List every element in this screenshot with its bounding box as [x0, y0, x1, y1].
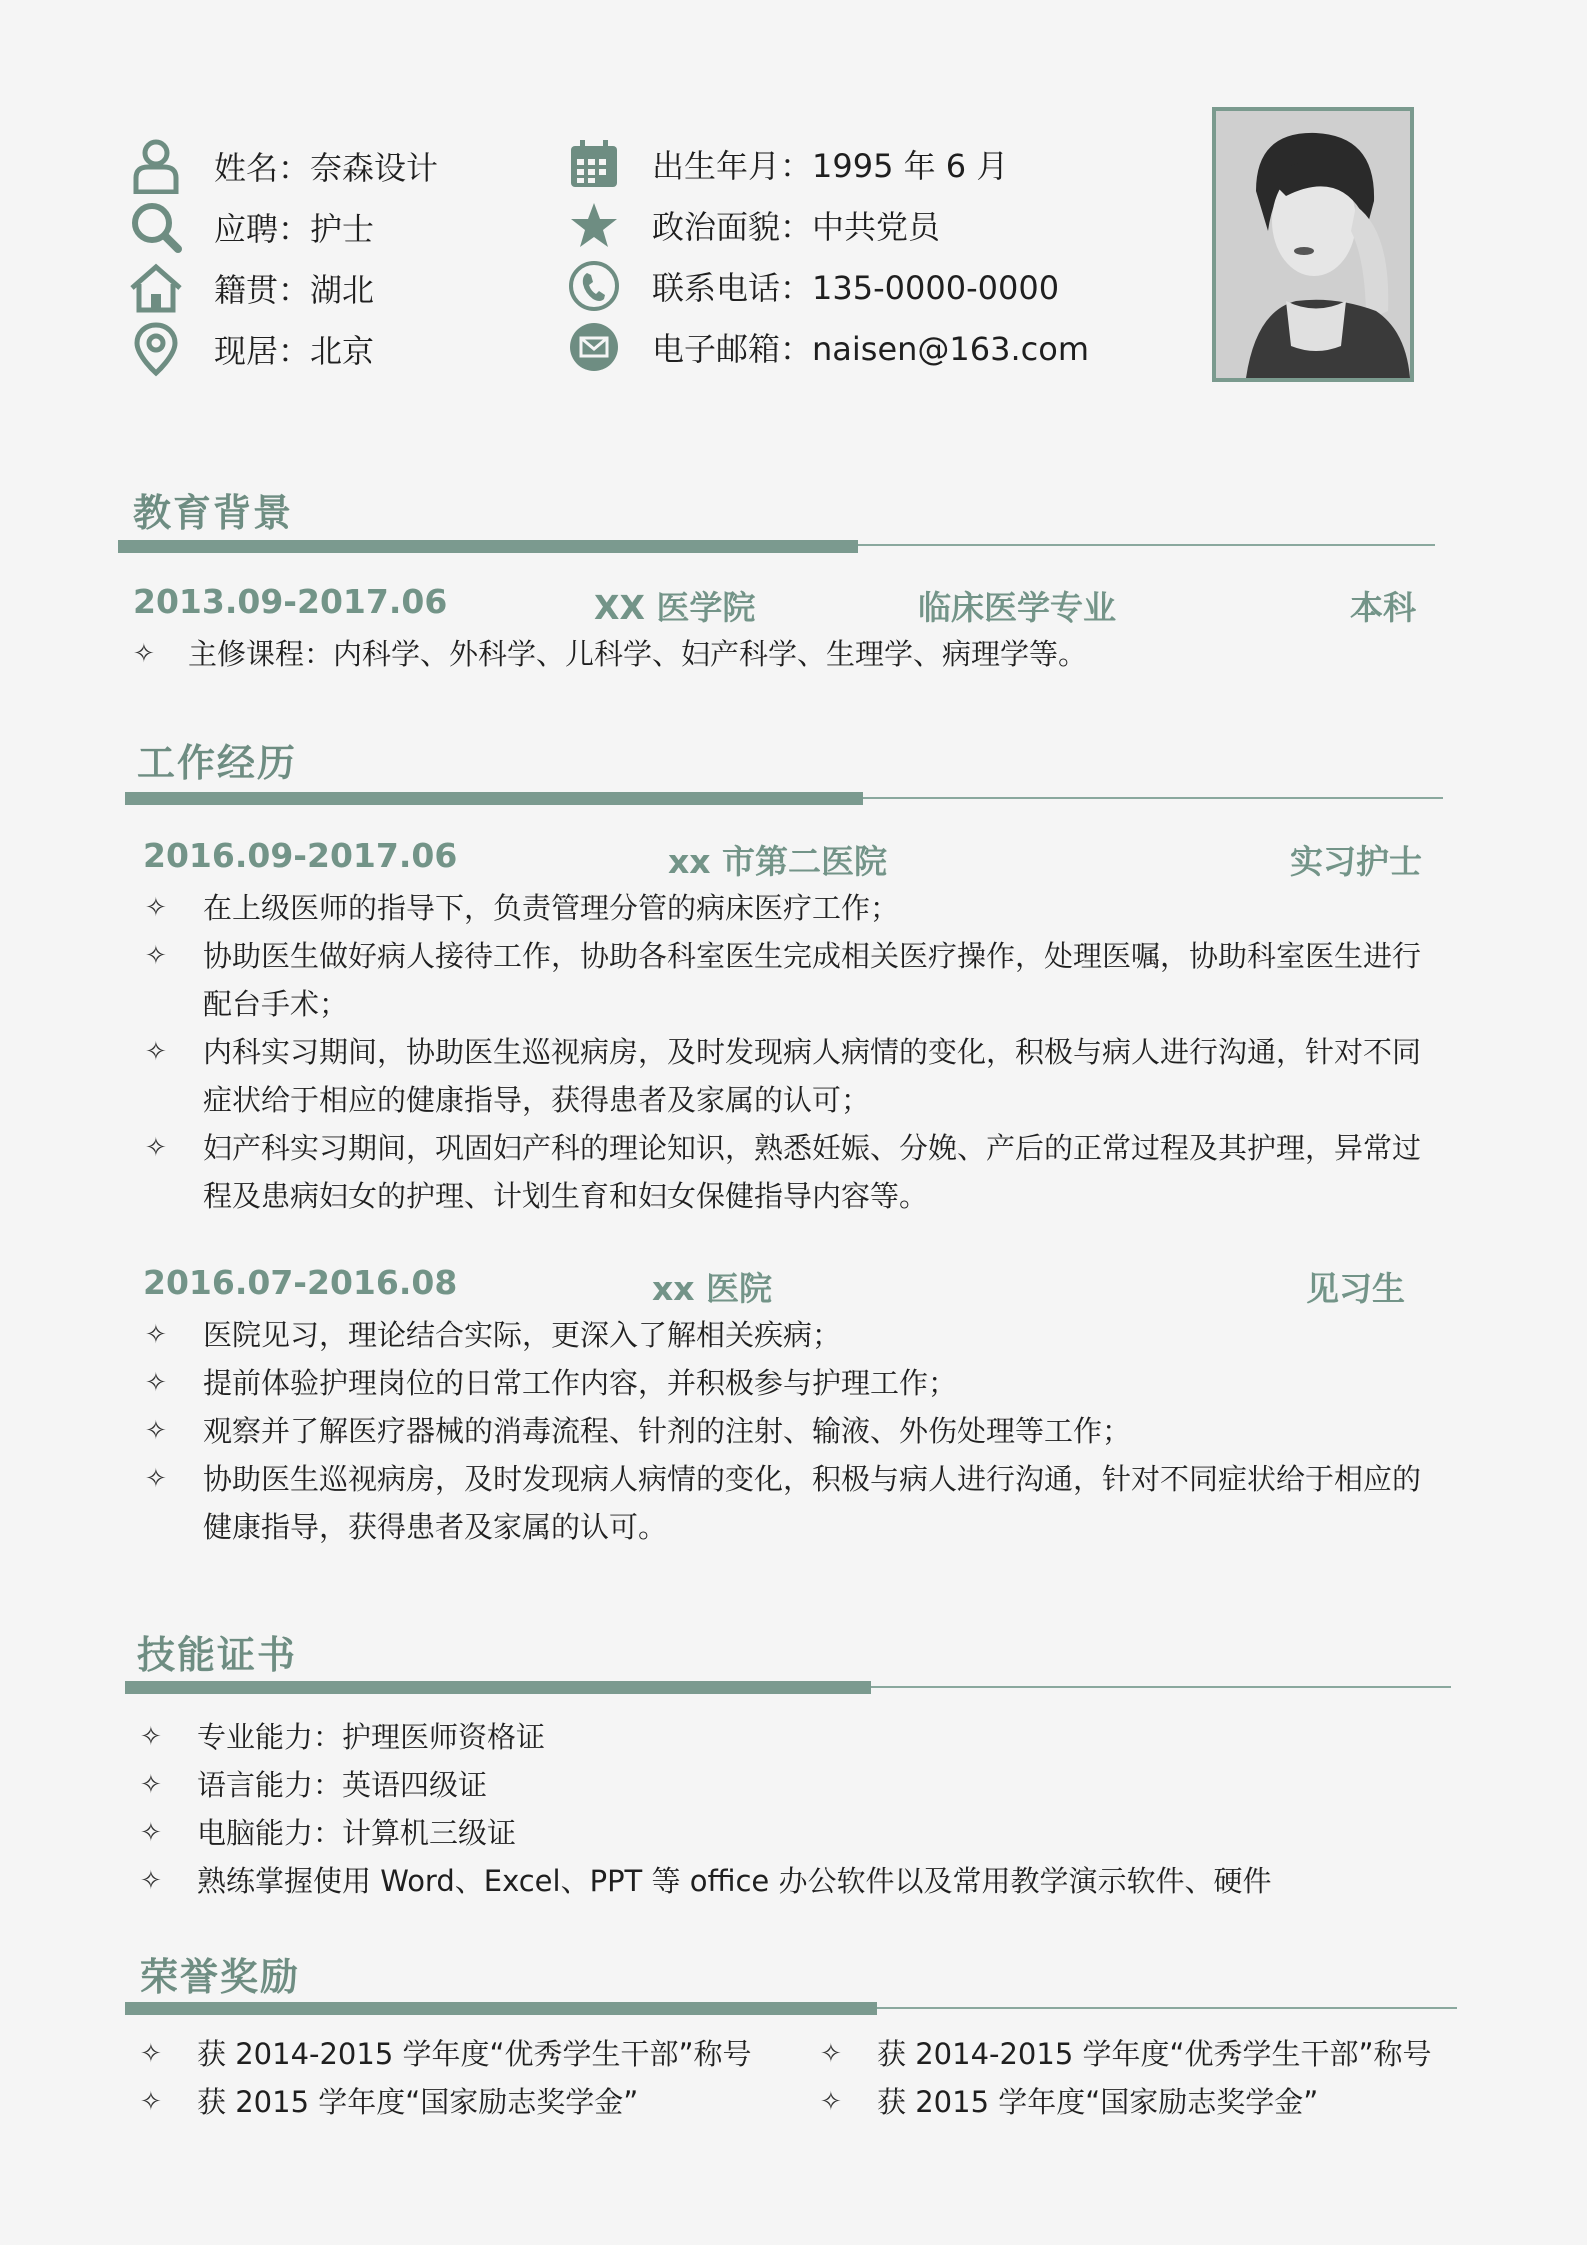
sparkle-bullet-icon: ✧	[145, 1133, 167, 1163]
info-name	[128, 136, 438, 196]
award-item	[140, 2078, 780, 2126]
politics-text: 政治面貌：中共党员	[652, 208, 941, 246]
calendar-icon	[566, 136, 622, 192]
star-icon	[566, 197, 622, 253]
skill-text: 专业能力：护理医师资格证	[197, 1720, 546, 1754]
bullet-text: 提前体验护理岗位的日常工作内容，并积极参与护理工作；	[203, 1366, 958, 1400]
mail-icon	[566, 319, 622, 375]
email-text: 电子邮箱：naisen@163.com	[652, 330, 1090, 368]
sparkle-bullet-icon: ✧	[820, 2087, 842, 2117]
native-text: 籍贯：湖北	[214, 271, 375, 309]
bullet-text: 健康指导，获得患者及家属的认可。	[203, 1510, 668, 1544]
portrait-image	[1216, 111, 1410, 378]
info-birth	[566, 134, 1008, 194]
education-date: 2013.09-2017.06	[133, 582, 448, 621]
sparkle-bullet-icon: ✧	[140, 1866, 162, 1896]
name-text: 姓名：奈森设计	[214, 149, 439, 187]
bullet-item	[145, 884, 1445, 932]
skill-text: 熟练掌握使用 Word、Excel、PPT 等 office 办公软件以及常用教学演示软件、硬件	[197, 1864, 1272, 1898]
job-date: 2016.07-2016.08	[143, 1263, 458, 1302]
info-politics	[566, 195, 940, 255]
bullet-item	[145, 1407, 1445, 1455]
awards-title: 荣誉奖励	[140, 1955, 301, 1999]
education-divider-thick	[118, 540, 858, 553]
award-text: 获 2014-2015 学年度“优秀学生干部”称号	[877, 2037, 1432, 2071]
bullet-item	[145, 1028, 1445, 1124]
award-text: 获 2015 学年度“国家励志奖学金”	[877, 2085, 1319, 2119]
job-role: 见习生	[1306, 1269, 1405, 1308]
birth-text: 出生年月：1995 年 6 月	[652, 147, 1009, 185]
education-title: 教育背景	[133, 491, 294, 535]
sparkle-bullet-icon: ✧	[145, 1416, 167, 1446]
bullet-item	[145, 1124, 1445, 1220]
job-org: xx 市第二医院	[668, 842, 888, 881]
education-school: XX 医学院	[594, 588, 756, 627]
award-item	[820, 2030, 1460, 2078]
bullet-item	[145, 1359, 1445, 1407]
search-icon	[128, 199, 184, 255]
awards-divider-thick	[125, 2002, 877, 2015]
sparkle-bullet-icon: ✧	[145, 1464, 167, 1494]
education-degree: 本科	[1350, 588, 1416, 627]
sparkle-bullet-icon: ✧	[145, 941, 167, 971]
sparkle-bullet-icon: ✧	[140, 1770, 162, 1800]
sparkle-bullet-icon: ✧	[145, 893, 167, 923]
position-text: 应聘：护士	[214, 210, 375, 248]
info-email	[566, 317, 1089, 377]
sparkle-bullet-icon: ✧	[140, 1818, 162, 1848]
home-icon	[128, 260, 184, 316]
bullet-text: 配台手术；	[203, 987, 349, 1021]
skill-text: 语言能力：英语四级证	[197, 1768, 488, 1802]
job-date: 2016.09-2017.06	[143, 836, 458, 875]
skills-title: 技能证书	[137, 1633, 298, 1677]
residence-text: 现居：北京	[214, 332, 375, 370]
bullet-item	[145, 932, 1445, 1028]
skill-text: 电脑能力：计算机三级证	[197, 1816, 517, 1850]
job-org: xx 医院	[652, 1269, 773, 1308]
bullet-text: 内科实习期间，协助医生巡视病房，及时发现病人病情的变化，积极与病人进行沟通，针对不同	[203, 1035, 1422, 1069]
info-native	[128, 258, 374, 318]
sparkle-bullet-icon: ✧	[145, 1037, 167, 1067]
bullet-text: 协助医生做好病人接待工作，协助各科室医生完成相关医疗操作，处理医嘱，协助科室医生进行	[203, 939, 1422, 973]
skill-item	[140, 1713, 1440, 1761]
bullet-item	[145, 1455, 1445, 1551]
bullet-item	[145, 1311, 1445, 1359]
award-text: 获 2015 学年度“国家励志奖学金”	[197, 2085, 639, 2119]
bullet-text: 妇产科实习期间，巩固妇产科的理论知识，熟悉妊娠、分娩、产后的正常过程及其护理，异常过	[203, 1131, 1422, 1165]
location-pin-icon	[128, 321, 184, 377]
bullet-text: 程及患病妇女的护理、计划生育和妇女保健指导内容等。	[203, 1179, 929, 1213]
sparkle-bullet-icon: ✧	[820, 2039, 842, 2069]
info-residence	[128, 319, 374, 379]
sparkle-bullet-icon: ✧	[133, 639, 155, 669]
award-item	[820, 2078, 1460, 2126]
job-role: 实习护士	[1290, 842, 1422, 881]
sparkle-bullet-icon: ✧	[145, 1368, 167, 1398]
phone-text: 联系电话：135-0000-0000	[652, 269, 1060, 307]
sparkle-bullet-icon: ✧	[140, 2087, 162, 2117]
info-position	[128, 197, 374, 257]
sparkle-bullet-icon: ✧	[145, 1320, 167, 1350]
bullet-text: 医院见习，理论结合实际，更深入了解相关疾病；	[203, 1318, 842, 1352]
skill-item	[140, 1761, 1440, 1809]
sparkle-bullet-icon: ✧	[140, 1722, 162, 1752]
award-item	[140, 2030, 780, 2078]
bullet-text: 症状给于相应的健康指导，获得患者及家属的认可；	[203, 1083, 871, 1117]
work-title: 工作经历	[137, 741, 298, 785]
phone-icon	[566, 258, 622, 314]
sparkle-bullet-icon: ✧	[140, 2039, 162, 2069]
bullet-text: 在上级医师的指导下，负责管理分管的病床医疗工作；	[203, 891, 900, 925]
skills-divider-thick	[125, 1681, 871, 1694]
person-icon	[128, 138, 184, 194]
info-phone	[566, 256, 1059, 316]
bullet-text: 观察并了解医疗器械的消毒流程、针剂的注射、输液、外伤处理等工作；	[203, 1414, 1132, 1448]
work-divider-thick	[125, 792, 863, 805]
award-text: 获 2014-2015 学年度“优秀学生干部”称号	[197, 2037, 752, 2071]
profile-photo	[1212, 107, 1414, 382]
bullet-text: 协助医生巡视病房，及时发现病人病情的变化，积极与病人进行沟通，针对不同症状给于相应的	[203, 1462, 1422, 1496]
skill-item	[140, 1857, 1440, 1905]
education-courses: ✧ 主修课程：内科学、外科学、儿科学、妇产科学、生理学、病理学等。	[133, 630, 1413, 678]
skill-item	[140, 1809, 1440, 1857]
education-major: 临床医学专业	[918, 588, 1116, 627]
